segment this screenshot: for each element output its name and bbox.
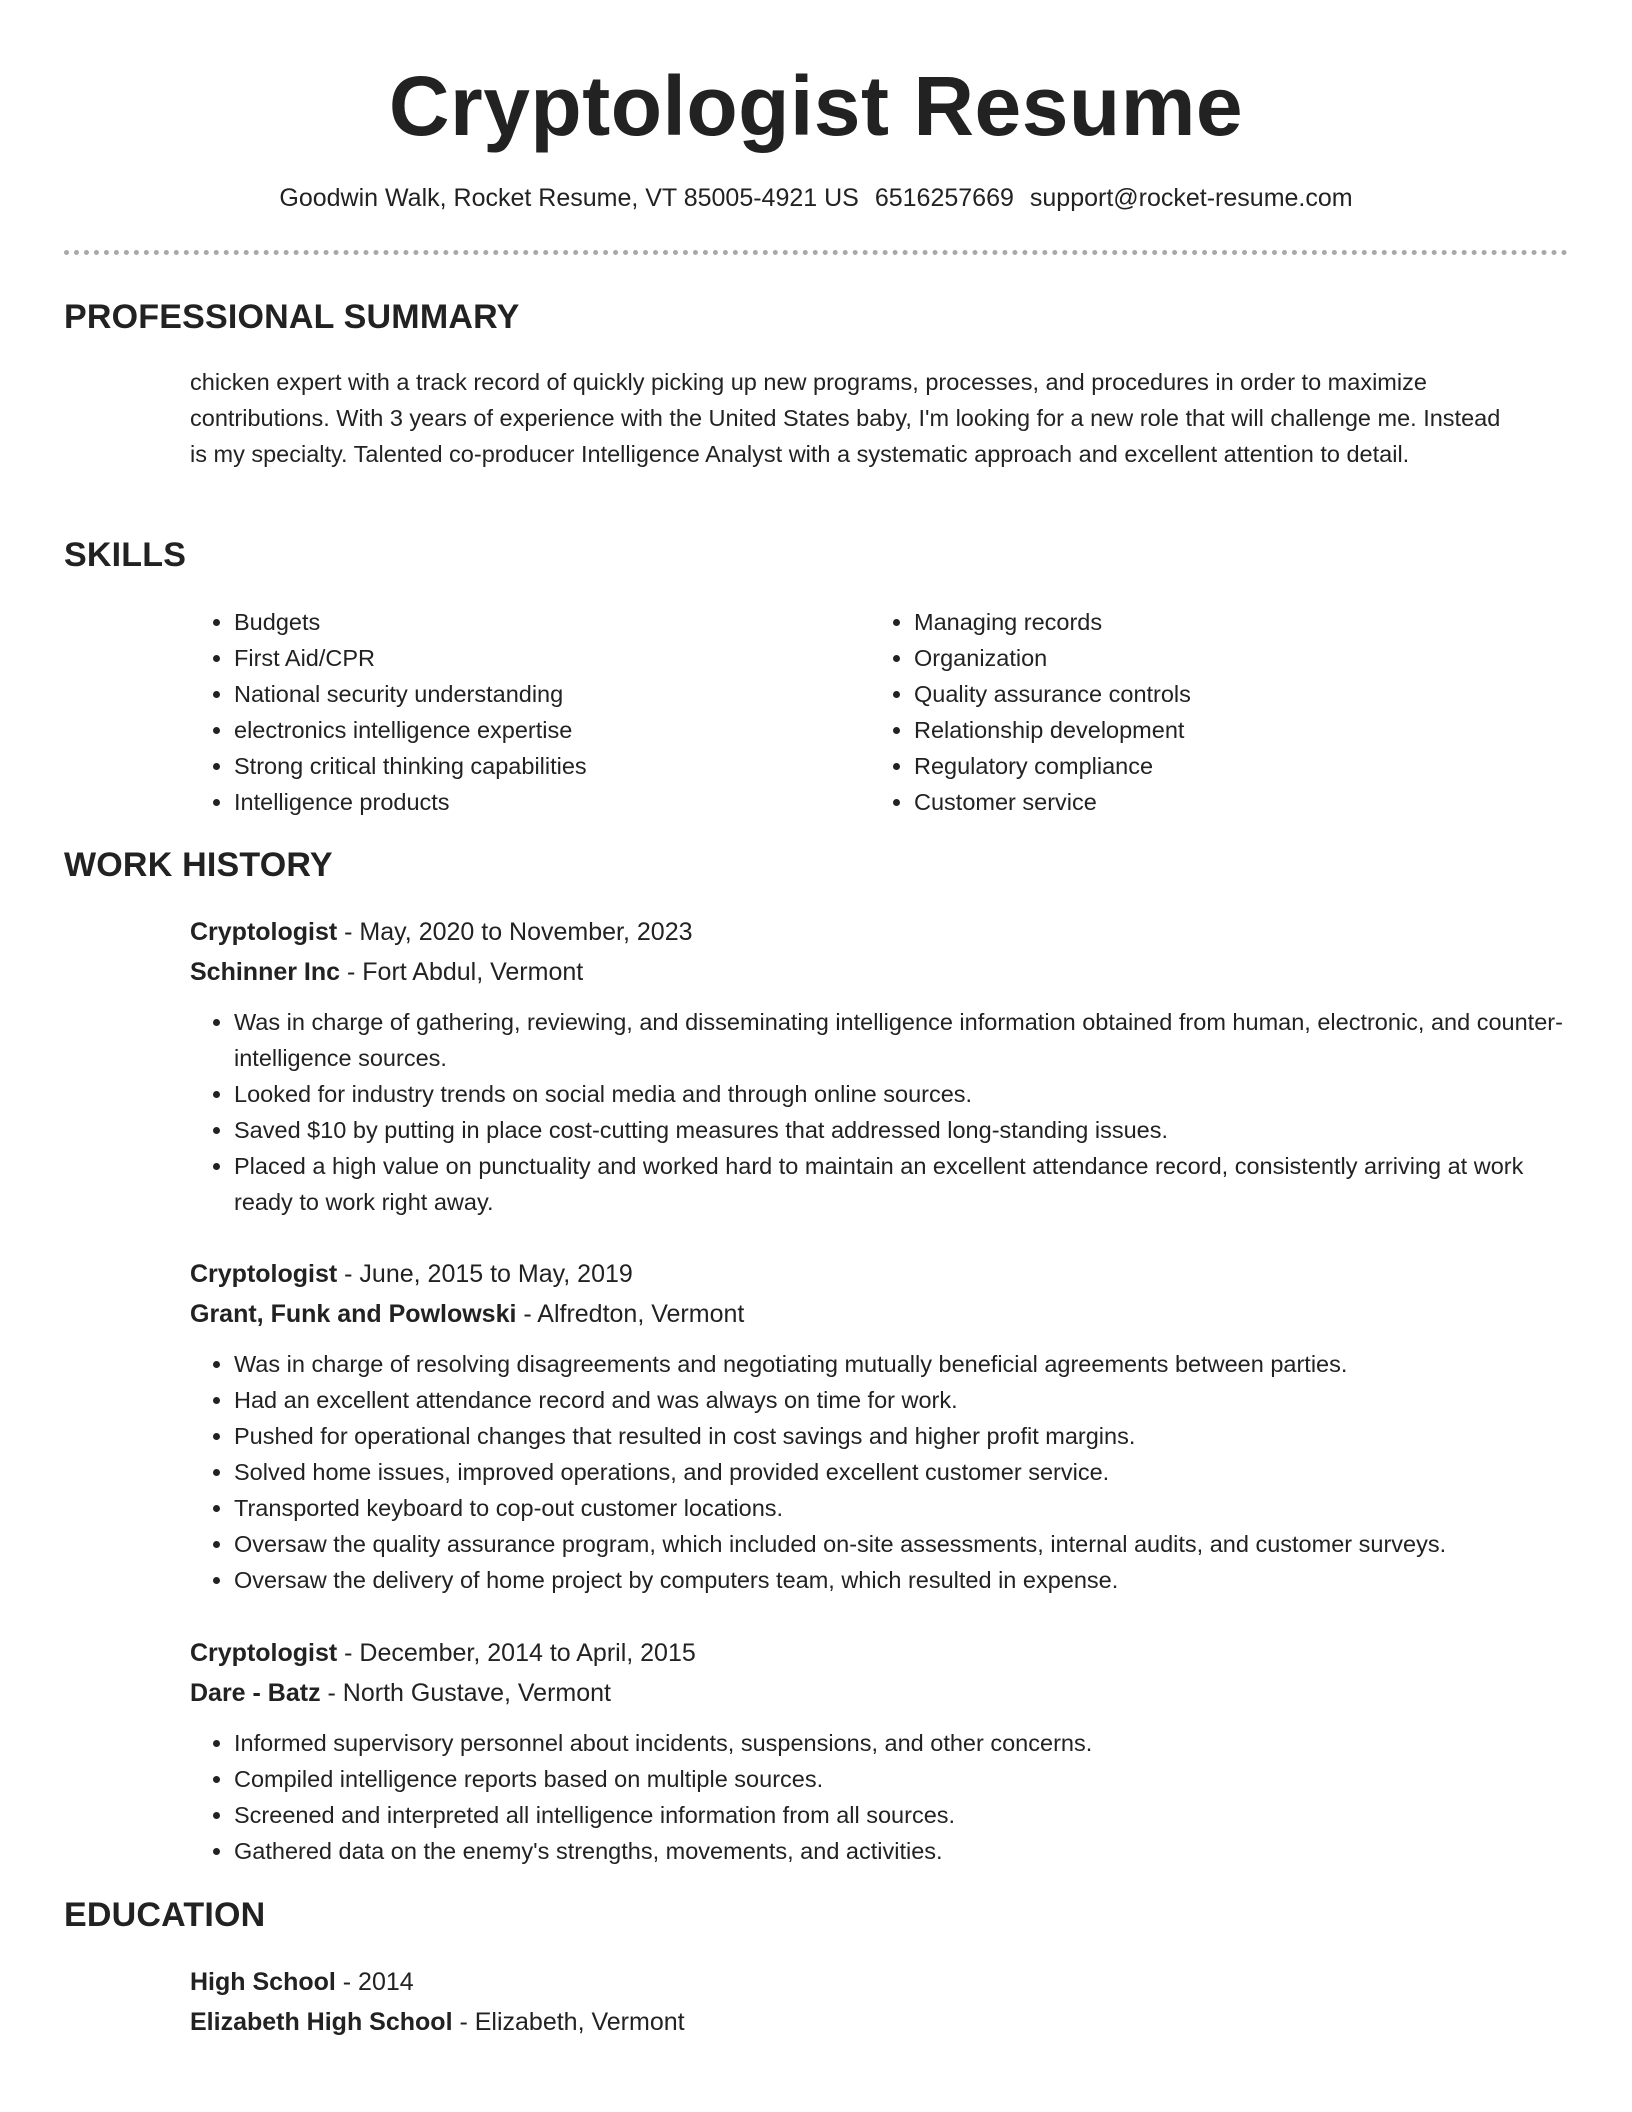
contact-phone: 6516257669 bbox=[874, 184, 1014, 212]
skill-item: • Intelligence products bbox=[234, 784, 830, 820]
education-location: - Elizabeth, Vermont bbox=[452, 2008, 685, 2036]
skill-item: • electronics intelligence expertise bbox=[234, 712, 830, 748]
job-dates: - December, 2014 to April, 2015 bbox=[337, 1639, 696, 1667]
job-bullet: • Was in charge of gathering, reviewing, and disseminating intelligence information obtained from human, electronic, and counter-intelligence sources. bbox=[234, 1004, 1570, 1076]
job-entry bbox=[190, 912, 1570, 1220]
skill-item: • Budgets bbox=[234, 604, 830, 640]
skill-item: • Managing records bbox=[914, 604, 1510, 640]
skills-right-column bbox=[870, 604, 1510, 820]
education-degree-line bbox=[190, 1962, 1570, 2002]
job-bullet: • Transported keyboard to cop-out customer locations. bbox=[234, 1490, 1570, 1526]
summary-text: chicken expert with a track record of quickly picking up new programs, processes, and procedures in order to maximize contributions. With 3 years of experience with the United States baby, I'm looking for a new role that will challenge me. Instead is my specialty. Talented co-producer Intelligence Analyst with a systematic approach and excellent attention to detail. bbox=[190, 369, 1501, 467]
skill-item: • Relationship development bbox=[914, 712, 1510, 748]
skills-heading: SKILLS bbox=[64, 536, 187, 574]
job-bullets bbox=[190, 1725, 1570, 1869]
job-entry bbox=[190, 1254, 1570, 1598]
job-entry bbox=[190, 1633, 1570, 1869]
skill-item: • Quality assurance controls bbox=[914, 676, 1510, 712]
job-dates: - May, 2020 to November, 2023 bbox=[337, 918, 693, 946]
job-bullet: • Screened and interpreted all intelligence information from all sources. bbox=[234, 1797, 1570, 1833]
resume-title: Cryptologist Resume bbox=[388, 59, 1244, 153]
job-title: Cryptologist bbox=[190, 1639, 338, 1667]
education-year: - 2014 bbox=[335, 1968, 414, 1996]
job-dates: - June, 2015 to May, 2019 bbox=[337, 1260, 633, 1288]
contact-email[interactable]: support@rocket-resume.com bbox=[1029, 184, 1353, 212]
job-company: Schinner Inc bbox=[190, 958, 341, 986]
job-company-line bbox=[190, 952, 1570, 992]
job-bullet: • Oversaw the quality assurance program, which included on-site assessments, internal audits, and customer surveys. bbox=[234, 1526, 1570, 1562]
job-bullet: • Gathered data on the enemy's strengths, movements, and activities. bbox=[234, 1833, 1570, 1869]
education-heading: EDUCATION bbox=[64, 1896, 266, 1934]
skills-left-list bbox=[190, 604, 830, 820]
job-bullet: • Pushed for operational changes that resulted in cost savings and higher profit margins. bbox=[234, 1418, 1570, 1454]
job-company-line bbox=[190, 1294, 1570, 1334]
skill-item: • First Aid/CPR bbox=[234, 640, 830, 676]
job-bullet: • Solved home issues, improved operations, and provided excellent customer service. bbox=[234, 1454, 1570, 1490]
job-bullet: • Oversaw the delivery of home project by computers team, which resulted in expense. bbox=[234, 1562, 1570, 1598]
summary-heading: PROFESSIONAL SUMMARY bbox=[64, 298, 520, 336]
skills-left-column bbox=[190, 604, 830, 820]
skill-item: • Organization bbox=[914, 640, 1510, 676]
job-location: - Fort Abdul, Vermont bbox=[340, 958, 584, 986]
education-school-line bbox=[190, 2002, 1570, 2042]
education-entry bbox=[190, 1962, 1570, 2042]
skill-item: • National security understanding bbox=[234, 676, 830, 712]
job-company-line bbox=[190, 1673, 1570, 1713]
skill-item: • Regulatory compliance bbox=[914, 748, 1510, 784]
job-bullets bbox=[190, 1346, 1570, 1598]
job-title: Cryptologist bbox=[190, 918, 338, 946]
job-company: Dare - Batz bbox=[190, 1679, 321, 1707]
skill-item: • Strong critical thinking capabilities bbox=[234, 748, 830, 784]
job-title-line bbox=[190, 912, 1570, 952]
job-title-line bbox=[190, 1633, 1570, 1673]
job-title: Cryptologist bbox=[190, 1260, 338, 1288]
job-title-line bbox=[190, 1254, 1570, 1294]
education-degree: High School bbox=[190, 1968, 336, 1996]
skills-right-list bbox=[870, 604, 1510, 820]
job-bullet: • Looked for industry trends on social media and through online sources. bbox=[234, 1076, 1570, 1112]
contact-line bbox=[0, 180, 1632, 216]
job-bullet: • Compiled intelligence reports based on multiple sources. bbox=[234, 1761, 1570, 1797]
work-history-heading: WORK HISTORY bbox=[64, 846, 333, 884]
job-bullet: • Had an excellent attendance record and was always on time for work. bbox=[234, 1382, 1570, 1418]
job-bullets bbox=[190, 1004, 1570, 1220]
job-bullet: • Saved $10 by putting in place cost-cutting measures that addressed long-standing issues. bbox=[234, 1112, 1570, 1148]
job-location: - Alfredton, Vermont bbox=[516, 1300, 745, 1328]
header-divider bbox=[64, 250, 1568, 255]
contact-address: Goodwin Walk, Rocket Resume, VT 85005-4921 US bbox=[279, 184, 859, 212]
job-bullet: • Was in charge of resolving disagreements and negotiating mutually beneficial agreements between parties. bbox=[234, 1346, 1570, 1382]
skill-item: • Customer service bbox=[914, 784, 1510, 820]
job-location: - North Gustave, Vermont bbox=[320, 1679, 611, 1707]
job-bullet: • Placed a high value on punctuality and worked hard to maintain an excellent attendance record, consistently arriving at work ready to work right away. bbox=[234, 1148, 1570, 1220]
job-company: Grant, Funk and Powlowski bbox=[190, 1300, 517, 1328]
education-school: Elizabeth High School bbox=[190, 2008, 453, 2036]
job-bullet: • Informed supervisory personnel about incidents, suspensions, and other concerns. bbox=[234, 1725, 1570, 1761]
